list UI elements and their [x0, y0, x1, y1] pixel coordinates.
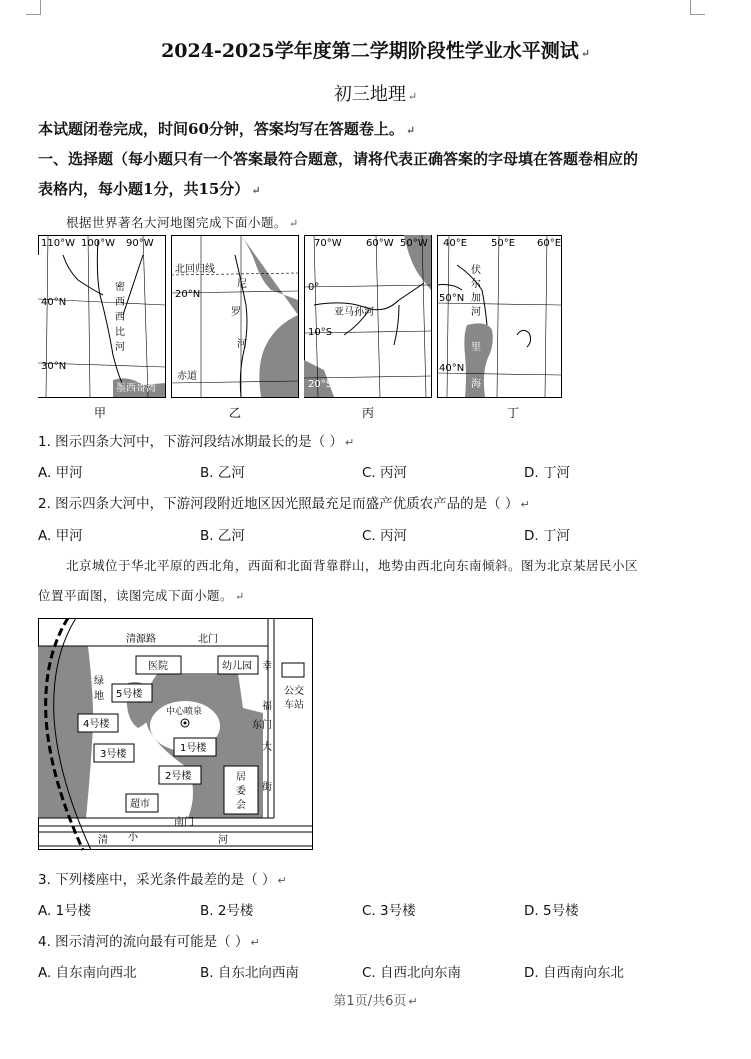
- river-label: 河: [218, 835, 228, 846]
- map-jia-lon1: 110°W: [41, 238, 75, 249]
- building-2-label: 2号楼: [165, 771, 192, 782]
- q2-option-c[interactable]: C. 丙河: [362, 528, 408, 544]
- building-3-label: 3号楼: [100, 749, 127, 760]
- residential-plan-map: [38, 618, 314, 852]
- building-4-label: 4号楼: [83, 719, 110, 730]
- building-5-label: 5号楼: [116, 689, 143, 700]
- map-jia-lon2: 100°W: [81, 238, 115, 249]
- river-label: 河: [115, 342, 125, 353]
- sea-label: 海: [471, 379, 481, 390]
- map-jia-lat1: 40°N: [41, 297, 67, 308]
- lon-label: 50°E: [491, 238, 516, 249]
- q1-option-a[interactable]: A. 甲河: [38, 465, 83, 481]
- equator-label: 赤道: [177, 371, 197, 382]
- river-label: 加: [471, 293, 481, 304]
- page-footer: 第1页/共6页 ↵: [333, 994, 418, 1009]
- sea-label: 墨西哥湾: [116, 383, 156, 394]
- q4-option-a[interactable]: A. 自东南向西北: [38, 965, 137, 981]
- question-2: 2. 图示四条大河中，下游河段附近地区因光照最充足而盛产优质农产品的是（ ） ↵: [38, 496, 530, 512]
- q1-option-d[interactable]: D. 丁河: [524, 465, 570, 481]
- river-label: 西: [115, 297, 125, 308]
- q4-option-c[interactable]: C. 自西北向东南: [362, 965, 462, 981]
- section-heading-line1: 一、选择题（每小题只有一个答案最符合题意，请将代表正确答案的字母填在答题卷相应的: [38, 150, 639, 168]
- map-yi-caption: 乙: [229, 406, 242, 420]
- river-label: 河: [471, 307, 481, 318]
- road-label: 清源路: [126, 634, 156, 645]
- q1-option-c[interactable]: C. 丙河: [362, 465, 408, 481]
- question-4: 4. 图示清河的流向最有可能是（ ） ↵: [38, 934, 260, 950]
- q3-option-d[interactable]: D. 5号楼: [524, 903, 579, 919]
- river-label: 尔: [471, 279, 481, 290]
- committee-label: 会: [236, 800, 246, 811]
- green-label: 地: [94, 691, 104, 702]
- gate-label: 东门: [252, 720, 272, 731]
- question-1: 1. 图示四条大河中，下游河段结冰期最长的是（ ） ↵: [38, 434, 355, 450]
- map-bing-caption: 丙: [362, 406, 375, 420]
- fountain-label: 中心喷泉: [166, 707, 203, 717]
- lat-label: 40°N: [439, 363, 465, 374]
- map-ding-caption: 丁: [507, 406, 520, 420]
- river-label: 尼: [237, 279, 247, 290]
- river-label: 清: [98, 835, 108, 846]
- bus-stop-label: 公交: [284, 686, 304, 697]
- map-jia-lat2: 30°N: [41, 361, 67, 372]
- river-label: 西: [115, 312, 125, 323]
- question-3: 3. 下列楼座中，采光条件最差的是（ ） ↵: [38, 872, 287, 888]
- river-maps-figure: [38, 235, 568, 425]
- building-1-label: 1号楼: [180, 743, 207, 754]
- q2-option-d[interactable]: D. 丁河: [524, 528, 570, 544]
- street-label: 福: [262, 701, 272, 712]
- group1-intro: 根据世界著名大河地图完成下面小题。 ↵: [66, 215, 299, 230]
- river-label: 比: [115, 327, 125, 338]
- river-label: 亚马孙河: [334, 307, 374, 318]
- q4-option-b[interactable]: B. 自东北向西南: [200, 965, 299, 981]
- lon-label: 60°W: [366, 238, 394, 249]
- section-heading-line2: 表格内，每小题1分，共15分） ↵: [38, 180, 261, 198]
- committee-label: 委: [236, 786, 246, 797]
- map-yi: [171, 235, 299, 420]
- map-jia-caption: 甲: [94, 406, 107, 420]
- map-bing: [304, 235, 432, 420]
- supermarket-label: 超市: [130, 799, 150, 810]
- lon-label: 60°E: [537, 238, 562, 249]
- instructions: 本试题闭卷完成，时间60分钟，答案均写在答题卷上。 ↵: [38, 120, 416, 138]
- sea-label: 里: [471, 342, 481, 353]
- lat-label: 20°N: [175, 289, 201, 300]
- street-label: 大: [262, 742, 272, 753]
- map-ding: [437, 235, 562, 420]
- river-label: 小: [128, 832, 138, 843]
- q3-option-c[interactable]: C. 3号楼: [362, 903, 416, 919]
- lat-label: 0°: [308, 282, 320, 293]
- gate-label: 北门: [198, 634, 218, 645]
- river-label: 罗: [231, 307, 241, 318]
- q1-option-b[interactable]: B. 乙河: [200, 465, 245, 481]
- map-jia-lon3: 90°W: [126, 238, 154, 249]
- group2-intro-line1: 北京城位于华北平原的西北角，西面和北面背靠群山，地势由西北向东南倾斜。图为北京某居民小区: [66, 558, 639, 573]
- lon-label: 70°W: [314, 238, 342, 249]
- exam-title: 2024-2025学年度第二学期阶段性学业水平测试 ↵: [161, 40, 590, 62]
- committee-label: 居: [236, 772, 246, 783]
- lat-label: 50°N: [439, 293, 465, 304]
- street-label: 幸: [262, 661, 272, 672]
- lon-label: 40°E: [443, 238, 468, 249]
- group2-intro-line2: 位置平面图，读图完成下面小题。 ↵: [38, 588, 245, 603]
- crop-mark-top-right: [690, 0, 705, 15]
- map-jia: [38, 235, 166, 420]
- river-label: 河: [237, 339, 247, 350]
- river-label: 密: [115, 282, 125, 293]
- q3-option-a[interactable]: A. 1号楼: [38, 903, 92, 919]
- tropic-label: 北回归线: [175, 264, 215, 275]
- lat-label: 10°S: [308, 327, 333, 338]
- q3-option-b[interactable]: B. 2号楼: [200, 903, 254, 919]
- hospital-label: 医院: [148, 661, 168, 672]
- q2-option-a[interactable]: A. 甲河: [38, 528, 83, 544]
- q2-option-b[interactable]: B. 乙河: [200, 528, 245, 544]
- green-label: 绿: [94, 676, 104, 687]
- crop-mark-top-left: [26, 0, 41, 15]
- kindergarten-label: 幼儿园: [222, 661, 252, 672]
- gate-label: 南门: [174, 817, 194, 828]
- street-label: 街: [262, 782, 272, 793]
- lat-label: 20°S: [308, 379, 333, 390]
- bus-icon: [282, 663, 304, 677]
- lon-label: 50°W: [400, 238, 428, 249]
- exam-subject: 初三地理 ↵: [333, 84, 418, 105]
- q4-option-d[interactable]: D. 自西南向东北: [524, 965, 624, 981]
- river-label: 伏: [471, 265, 481, 276]
- bus-stop-label: 车站: [284, 700, 304, 711]
